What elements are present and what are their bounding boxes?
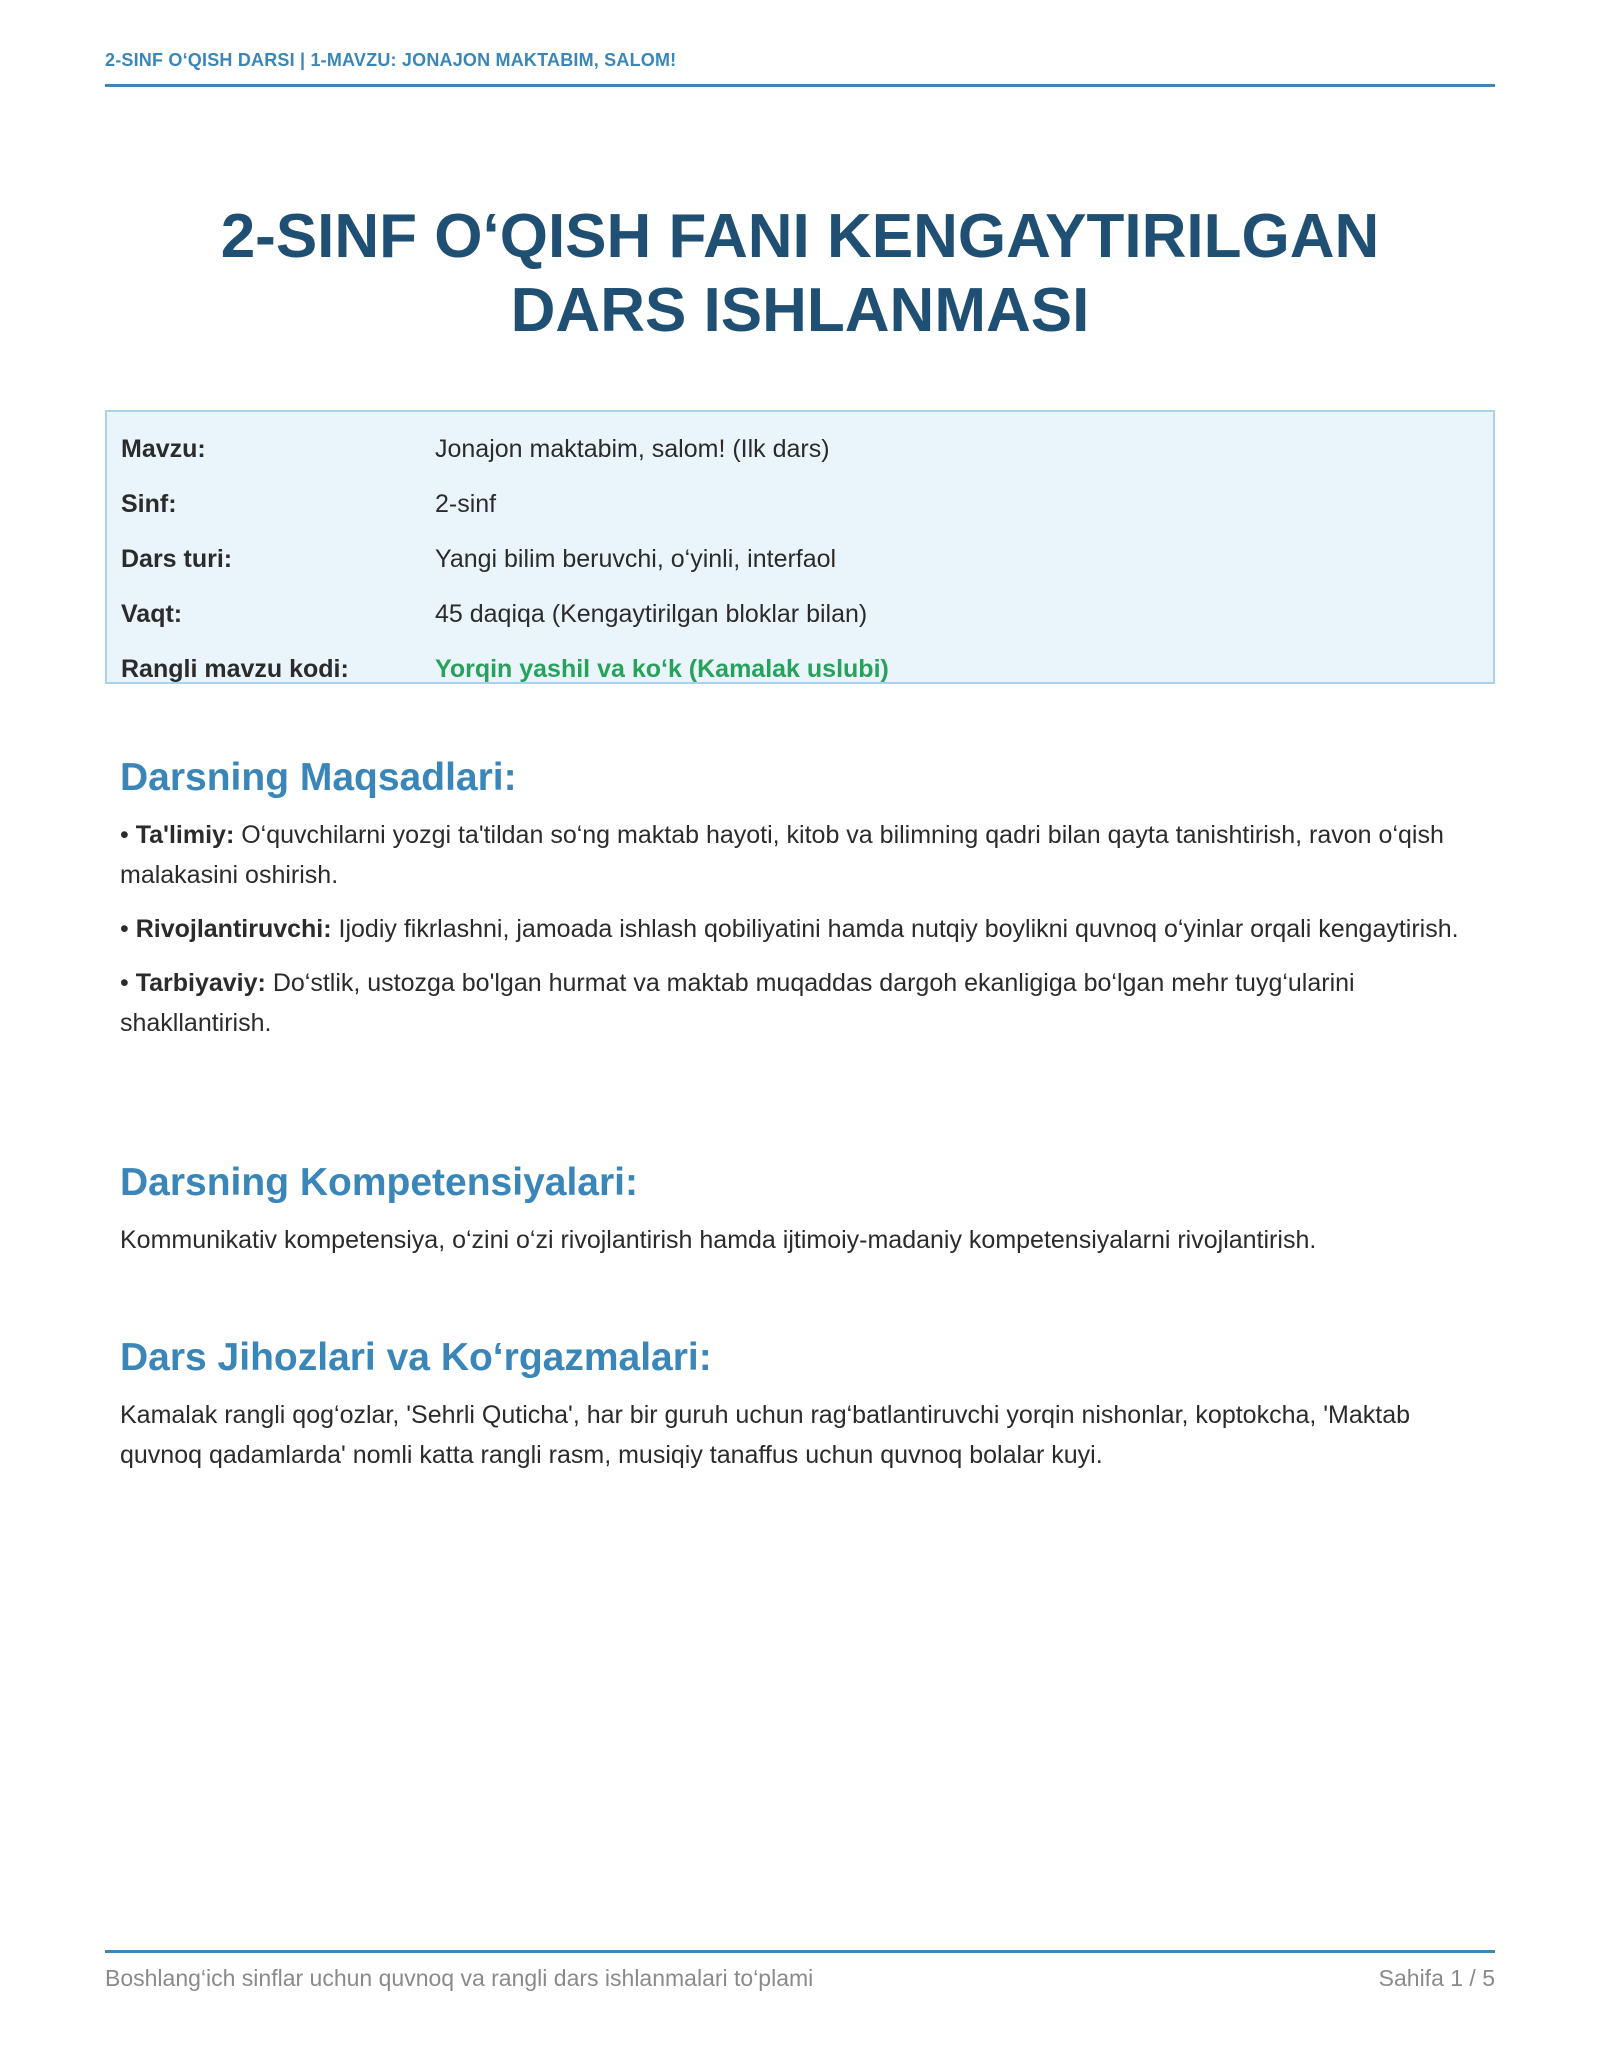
document-title [105, 200, 1495, 348]
goals-section [120, 755, 1480, 1057]
equipment-section [120, 1335, 1480, 1489]
goal-text: O‘quvchilarni yozgi ta'tildan so‘ng maktab hayoti, kitob va bilimning qadri bilan qayta tanishtirish, ravon o‘qish malakasini oshirish. [120, 821, 1444, 889]
page-footer [105, 1950, 1495, 1992]
section-title: Darsning Kompetensiyalari: [120, 1161, 638, 1204]
document-title-line-2: DARS ISHLANMASI [510, 276, 1090, 345]
page-header [105, 50, 1495, 87]
goal-label: Rivojlantiruvchi: [135, 915, 332, 943]
goal-text: Do‘stlik, ustozga bo'lgan hurmat va maktab muqaddas dargoh ekanligiga bo‘lgan mehr tuyg‘ularini shakllantirish. [120, 969, 1355, 1037]
info-label: Dars turi: [121, 545, 233, 573]
info-row-grade [121, 477, 1479, 532]
goal-label: Tarbiyaviy: [135, 969, 266, 997]
goal-item: • Ta'limiy: O‘quvchilarni yozgi ta'tildan so‘ng maktab hayoti, kitob va bilimning qadri bilan qayta tanishtirish, ravon o‘qish malakasini oshirish. [120, 821, 1444, 889]
equipment-text: Kamalak rangli qog‘ozlar, 'Sehrli Quticha', har bir guruh uchun rag‘batlantiruvchi yorqin nishonlar, koptokcha, 'Maktab quvnoq qadamlarda' nomli katta rangli rasm, musiqiy tanaffus uchun quvnoq bolalar kuyi. [120, 1401, 1411, 1469]
header-text: 2-SINF O‘QISH DARSI | 1-MAVZU: JONAJON MAKTABIM, SALOM! [105, 50, 677, 70]
document-title-line-1: 2-SINF O‘QISH FANI KENGAYTIRILGAN [220, 202, 1380, 271]
page-number: Sahifa 1 / 5 [1378, 1965, 1495, 1991]
lesson-info-table [105, 410, 1495, 684]
info-row-topic [121, 422, 1479, 477]
goal-item: • Tarbiyaviy: Do‘stlik, ustozga bo'lgan hurmat va maktab muqaddas dargoh ekanligiga bo‘lgan mehr tuyg‘ularini shakllantirish. [120, 969, 1355, 1037]
info-value: Yangi bilim beruvchi, o‘yinli, interfaol [435, 545, 837, 573]
info-label: Mavzu: [121, 435, 206, 463]
info-label: Vaqt: [121, 600, 183, 628]
info-label: Sinf: [121, 490, 177, 518]
goal-text: Ijodiy fikrlashni, jamoada ishlash qobiliyatini hamda nutqiy boylikni quvnoq o‘yinlar orqali kengaytirish. [338, 915, 1459, 943]
section-title: Dars Jihozlari va Ko‘rgazmalari: [120, 1336, 712, 1379]
info-value: Jonajon maktabim, salom! (Ilk dars) [435, 435, 830, 463]
info-row-color-code [121, 642, 1479, 697]
info-row-lesson-type [121, 532, 1479, 587]
goal-label: Ta'limiy: [135, 821, 235, 849]
competencies-text: Kommunikativ kompetensiya, o‘zini o‘zi rivojlantirish hamda ijtimoiy-madaniy kompetensiyalarni rivojlantirish. [120, 1226, 1317, 1254]
section-title: Darsning Maqsadlari: [120, 756, 517, 799]
info-value-color-code: Yorqin yashil va ko‘k (Kamalak uslubi) [435, 655, 889, 683]
info-row-time [121, 587, 1479, 642]
goal-item: • Rivojlantiruvchi: Ijodiy fikrlashni, jamoada ishlash qobiliyatini hamda nutqiy boylikni quvnoq o‘yinlar orqali kengaytirish. [120, 915, 1459, 943]
info-value: 45 daqiqa (Kengaytirilgan bloklar bilan) [435, 600, 868, 628]
info-label: Rangli mavzu kodi: [121, 655, 349, 683]
info-value: 2-sinf [435, 490, 497, 518]
footer-collection-name: Boshlang‘ich sinflar uchun quvnoq va rangli dars ishlanmalari to‘plami [105, 1965, 814, 1991]
competencies-section [120, 1160, 1480, 1274]
